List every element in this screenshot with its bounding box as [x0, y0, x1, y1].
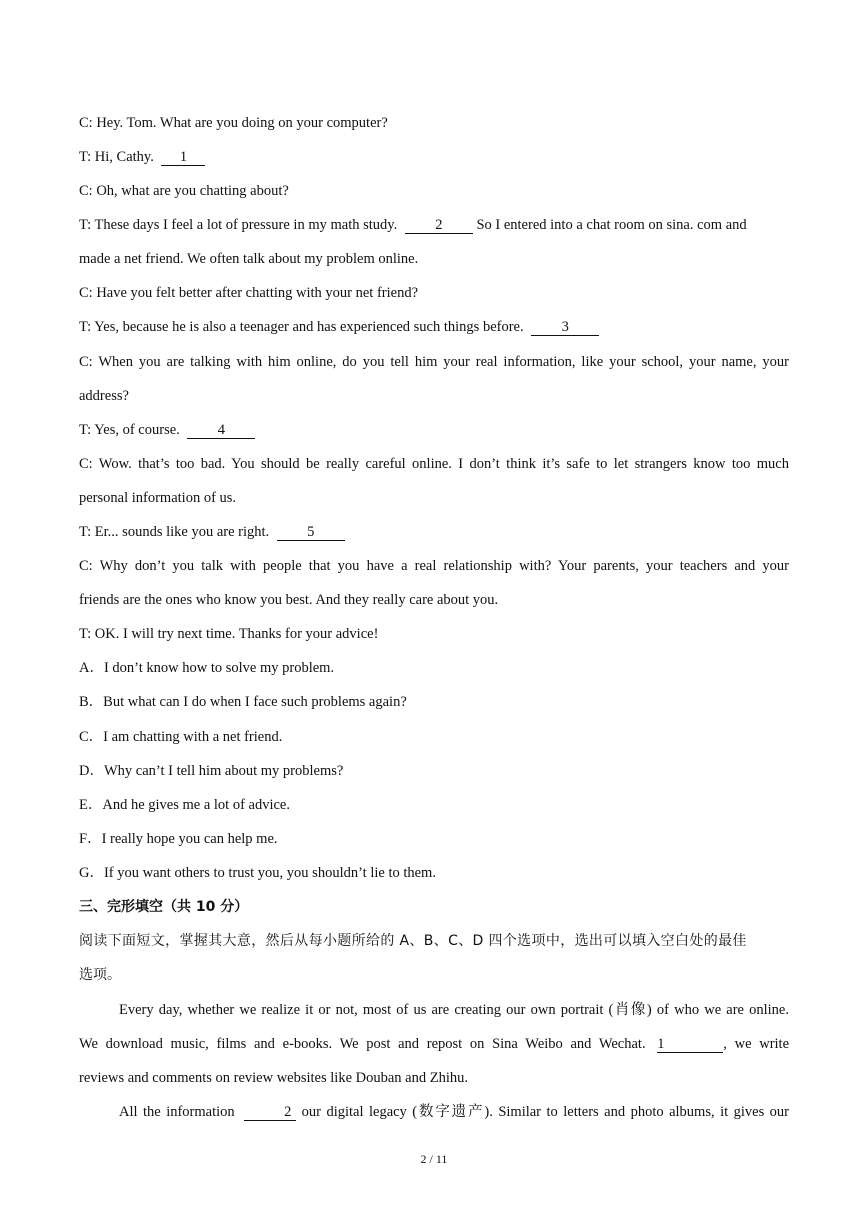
dialogue-line-2: T: Hi, Cathy. 1	[79, 147, 789, 167]
dialogue-line-15: friends are the ones who know you best. And they really care about you.	[79, 592, 499, 608]
passage-p1-line-1: Every day, whether we realize it or not, most of us are creating our own portrait (肖像) of who we are online.	[119, 1002, 789, 1018]
dialogue-line-9: address?	[79, 388, 129, 404]
instruction-line-2: 选项。	[79, 967, 121, 983]
option-g: G．If you want others to trust you, you shouldn’t lie to them.	[79, 865, 436, 881]
section-heading: 三、完形填空（共 10 分）	[79, 899, 249, 915]
dialogue-line-16: T: OK. I will try next time. Thanks for your advice!	[79, 626, 379, 642]
dialogue-line-6: C: Have you felt better after chatting with your net friend?	[79, 285, 419, 301]
dialogue-line-14: C: Why don’t you talk with people that you have a real relationship with? Your parents, your teachers and your	[79, 558, 789, 574]
dialogue-line-12: personal information of us.	[79, 490, 237, 506]
instruction-line-1: 阅读下面短文，掌握其大意，然后从每小题所给的 A、B、C、D 四个选项中，选出可以填入空白处的最佳	[79, 933, 747, 949]
dialogue-line-7: T: Yes, because he is also a teenager and has experienced such things before. 3	[79, 317, 789, 337]
passage-p2-line-1: All the information 2 our digital legacy (数字遗产). Similar to letters and photo albums, it gives our	[119, 1104, 790, 1120]
option-f: F．I really hope you can help me.	[79, 831, 278, 847]
cloze-blank-2: 2	[244, 1104, 296, 1121]
page-number: 2 / 11	[420, 1152, 448, 1166]
passage-p1-line-2: We download music, films and e-books. We post and repost on Sina Weibo and Wechat. 1 , we write	[79, 1036, 790, 1052]
dialogue-line-4: T: These days I feel a lot of pressure in my math study. 2 So I entered into a chat room on sina. com and	[79, 217, 747, 233]
answer-blank-1: 1	[161, 149, 205, 166]
dialogue-line-11: C: Wow. that’s too bad. You should be really careful online. I don’t think it’s safe to let strangers know too much	[79, 456, 789, 472]
dialogue-line-5: made a net friend. We often talk about my problem online.	[79, 251, 419, 267]
answer-blank-3: 3	[531, 319, 599, 336]
dialogue-line-8: C: When you are talking with him online, do you tell him your real information, like your school, your name, your	[79, 354, 789, 370]
answer-blank-2: 2	[405, 217, 473, 234]
dialogue-line-3: C: Oh, what are you chatting about?	[79, 183, 289, 199]
dialogue-line-13: T: Er... sounds like you are right. 5	[79, 522, 789, 542]
option-a: A．I don’t know how to solve my problem.	[79, 660, 335, 676]
option-e: E．And he gives me a lot of advice.	[79, 797, 290, 813]
option-d: D．Why can’t I tell him about my problems?	[79, 763, 344, 779]
dialogue-line-10: T: Yes, of course. 4	[79, 420, 789, 440]
dialogue-line-1: C: Hey. Tom. What are you doing on your computer?	[79, 115, 388, 131]
option-b: B．But what can I do when I face such problems again?	[79, 694, 407, 710]
answer-blank-4: 4	[187, 422, 255, 439]
cloze-blank-1: 1	[657, 1036, 723, 1053]
option-c: C．I am chatting with a net friend.	[79, 729, 283, 745]
passage-p1-line-3: reviews and comments on review websites like Douban and Zhihu.	[79, 1070, 468, 1086]
answer-blank-5: 5	[277, 524, 345, 541]
